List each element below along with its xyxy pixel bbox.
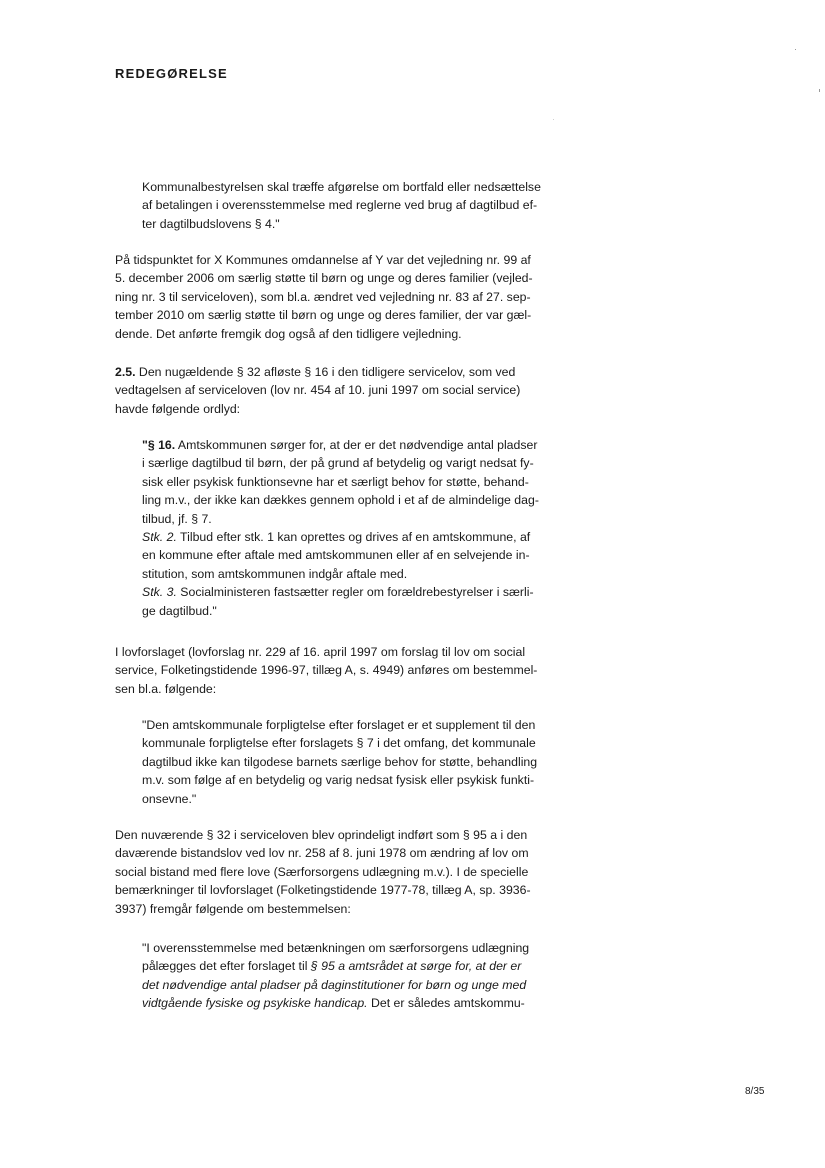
text-line xyxy=(115,363,565,381)
text-fragment: Tilbud efter stk. 1 kan oprettes og drives af en amtskommune, af xyxy=(176,530,531,545)
text-line: det nødvendige antal pladser på daginstitutioner for børn og unge med xyxy=(142,977,527,992)
text-line: ge dagtilbud." xyxy=(142,603,217,618)
text-line: "I overensstemmelse med betænkningen om særforsorgens udlægning xyxy=(142,941,530,955)
text-line: kommunale forpligtelse efter forslagets § 7 i det omfang, det kommunale xyxy=(142,736,536,751)
text-line: daværende bistandslov ved lov nr. 258 af 8. juni 1978 om ændring af lov om xyxy=(115,846,529,861)
text-line: Kommunalbestyrelsen skal træffe afgørelse om bortfald eller nedsættelse xyxy=(142,180,541,194)
text-line: m.v. som følge af en betydelig og varig nedsat fysisk eller psykisk funkti- xyxy=(142,773,535,788)
quote-block-4 xyxy=(142,939,566,1013)
stk-label: Stk. 3. xyxy=(142,585,177,600)
text-fragment: Socialministeren fastsætter regler om forældrebestyrelser i særli- xyxy=(176,585,534,600)
text-line: dagtilbud ikke kan tilgodese barnets særlige behov for støtte, behandling xyxy=(142,754,538,769)
text-line: en kommune efter aftale med amtskommunen eller af en selvejende in- xyxy=(142,548,530,563)
text-line: social bistand med flere love (Særforsorgens udlægning m.v.). I de specielle xyxy=(115,864,529,879)
text-line xyxy=(142,957,566,975)
text-line: 3937) fremgår følgende om bestemmelsen: xyxy=(115,901,351,916)
text-line: tember 2010 om særlig støtte til børn og unge og deres familier, der var gæl- xyxy=(115,308,532,323)
paragraph-section-2-5 xyxy=(115,363,565,418)
section-number: 2.5. xyxy=(115,365,136,379)
text-fragment-italic: vidtgående fysiske og psykiske handicap. xyxy=(142,996,368,1011)
text-line: På tidspunktet for X Kommunes omdannelse af Y var det vejledning nr. 99 af xyxy=(115,253,531,267)
scan-speck xyxy=(819,89,820,92)
paragraph-3 xyxy=(115,643,565,698)
text-line: i særlige dagtilbud til børn, der på grund af betydelig og varigt nedsat fy- xyxy=(142,456,534,471)
text-line xyxy=(142,994,566,1012)
text-line xyxy=(142,583,566,601)
text-line: dende. Det anførte fremgik dog også af den tidligere vejledning. xyxy=(115,326,462,341)
quote-block-paragraph-16 xyxy=(142,436,566,620)
page-number: 8/35 xyxy=(745,1086,765,1097)
document-header-title: REDEGØRELSE xyxy=(115,66,228,81)
stk-label: Stk. 2. xyxy=(142,530,177,545)
scan-speck xyxy=(795,49,796,50)
text-line: af betalingen i overensstemmelse med reglerne ved brug af dagtilbud ef- xyxy=(142,198,538,213)
text-line xyxy=(142,436,566,454)
paragraph-1 xyxy=(115,251,565,343)
text-line: ling m.v., der ikke kan dækkes gennem ophold i et af de almindelige dag- xyxy=(142,493,539,508)
text-line: 5. december 2006 om særlig støtte til børn og unge og deres familier (vejled- xyxy=(115,271,533,286)
text-fragment: pålægges det efter forslaget til xyxy=(142,959,311,974)
text-line: "Den amtskommunale forpligtelse efter forslaget er et supplement til den xyxy=(142,718,536,732)
paragraph-4 xyxy=(115,826,565,918)
text-fragment: Den nugældende § 32 afløste § 16 i den tidligere servicelov, som ved xyxy=(135,365,516,379)
text-line: service, Folketingstidende 1996-97, tillæg A, s. 4949) anføres om bestemmel- xyxy=(115,663,538,678)
text-line: sen bl.a. følgende: xyxy=(115,681,217,696)
text-line: onsevne." xyxy=(142,791,197,806)
text-line: havde følgende ordlyd: xyxy=(115,401,241,416)
text-line xyxy=(142,528,566,546)
text-line: I lovforslaget (lovforslag nr. 229 af 16. april 1997 om forslag til lov om social xyxy=(115,645,526,659)
text-line: ter dagtilbudslovens § 4." xyxy=(142,216,280,231)
text-line: tilbud, jf. § 7. xyxy=(142,511,212,526)
quote-block-1 xyxy=(142,178,566,233)
text-fragment: Det er således amtskommu- xyxy=(367,996,525,1011)
text-line: bemærkninger til lovforslaget (Folketingstidende 1977-78, tillæg A, sp. 3936- xyxy=(115,883,531,898)
scan-speck xyxy=(553,119,554,120)
text-fragment: Amtskommunen sørger for, at der er det nødvendige antal pladser xyxy=(175,438,538,452)
text-fragment-italic: § 95 a amtsrådet at sørge for, at der er xyxy=(310,959,522,974)
text-line: sisk eller psykisk funktionsevne har et særligt behov for støtte, behand- xyxy=(142,474,529,489)
text-line: vedtagelsen af serviceloven (lov nr. 454 af 10. juni 1997 om social service) xyxy=(115,383,521,398)
text-line: Den nuværende § 32 i serviceloven blev oprindeligt indført som § 95 a i den xyxy=(115,828,528,842)
paragraph-label: "§ 16. xyxy=(142,438,176,452)
quote-block-3 xyxy=(142,716,566,808)
text-line: ning nr. 3 til serviceloven), som bl.a. ændret ved vejledning nr. 83 af 27. sep- xyxy=(115,289,531,304)
text-line: stitution, som amtskommunen indgår aftale med. xyxy=(142,566,408,581)
